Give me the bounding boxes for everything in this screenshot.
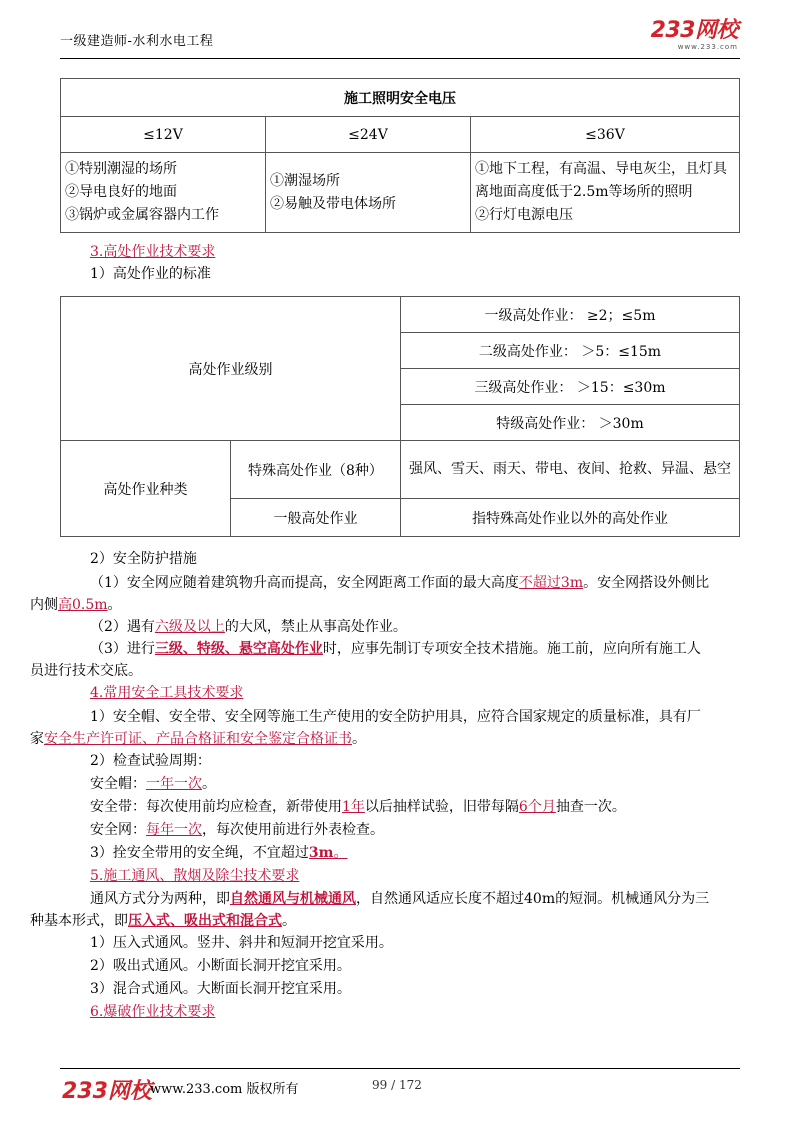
ventilation-item: 1）压入式通风。竖井、斜井和短洞开挖宜采用。	[90, 935, 393, 951]
highlight-belt-old: 6个月	[518, 799, 556, 815]
voltage-36v-item: ②行灯电源电压	[475, 207, 573, 223]
rope-line: 3）拴安全带用的安全绳，不宜超过3m。	[90, 845, 348, 861]
height-level-special: 特级高处作业： ＞30m	[400, 405, 739, 441]
general-height-label: 一般高处作业	[230, 499, 400, 537]
ventilation-item: 2）吸出式通风。小断面长洞开挖宜采用。	[90, 958, 351, 974]
highlight-outer-height: 高0.5m	[58, 597, 108, 613]
logo-url: www.233.com	[677, 43, 738, 51]
belt-line: 安全带：每次使用前均应检查，新带使用1年以后抽样试验，旧带每隔6个月抽查一次。	[90, 799, 626, 815]
voltage-24v-cell	[266, 153, 471, 233]
footer-copyright: www.233.com 版权所有	[150, 1082, 299, 1097]
general-height-desc: 指特殊高处作业以外的高处作业	[400, 499, 739, 537]
footer-divider	[60, 1068, 740, 1069]
voltage-36v-cell	[471, 153, 740, 233]
header-divider	[60, 58, 740, 59]
voltage-col-12v: ≤12V	[61, 117, 266, 153]
voltage-table-title: 施工照明安全电压	[61, 79, 740, 117]
voltage-24v-item: ②易触及带电体场所	[270, 195, 396, 212]
special-height-desc: 强风、雪天、雨天、带电、夜间、抢救、异温、悬空	[400, 441, 739, 499]
highlight-certificates: 安全生产许可证、产品合格证和安全鉴定合格证书	[44, 731, 352, 747]
highlight-wind-level: 六级及以上	[154, 619, 225, 635]
wind-paragraph: （2）遇有六级及以上的大风，禁止从事高处作业。	[90, 619, 407, 635]
section4-heading: 4.常用安全工具技术要求	[90, 685, 244, 701]
height-level-2: 二级高处作业： ＞5：≤15m	[400, 333, 739, 369]
header-title: 一级建造师-水利水电工程	[60, 34, 214, 49]
voltage-col-36v: ≤36V	[471, 117, 740, 153]
highlight-net-period: 每年一次	[146, 822, 202, 838]
highlight-helmet-period: 一年一次	[146, 776, 202, 792]
height-level-1: 一级高处作业： ≥2；≤5m	[400, 297, 739, 333]
safety-net-paragraph: （1）安全网应随着建筑物升高而提高，安全网距离工作面的最大高度不超过3m。安全网搭设外侧比 内侧高0.5m。	[30, 575, 710, 613]
voltage-col-24v: ≤24V	[266, 117, 471, 153]
height-type-label: 高处作业种类	[61, 441, 231, 537]
section3-heading: 3.高处作业技术要求	[90, 244, 216, 260]
highlight-mechanical-forms: 压入式、吸出式和混合式	[128, 913, 282, 929]
section3-sub1: 1）高处作业的标准	[90, 266, 211, 282]
highlight-special-work: 三级、特级、悬空高处作业	[154, 641, 323, 657]
logo-text: 233网校	[650, 18, 738, 43]
voltage-12v-item: ③锅炉或金属容器内工作	[65, 207, 219, 223]
inspection-period-label: 2）检查试验周期：	[90, 753, 211, 769]
highlight-max-height: 不超过3m	[518, 575, 584, 591]
highlight-belt-new: 1年	[342, 799, 365, 815]
special-height-label: 特殊高处作业（8种）	[230, 441, 400, 499]
header-logo[interactable]	[638, 20, 738, 54]
ventilation-paragraph: 通风方式分为两种，即自然通风与机械通风，自然通风适应长度不超过40m的短洞。机械通风分为三 种基本形式，即压入式、吸出式和混合式。	[30, 891, 710, 929]
equipment-standard-paragraph: 1）安全帽、安全带、安全网等施工生产使用的安全防护用具，应符合国家规定的质量标准，具有厂 家安全生产许可证、产品合格证和安全鉴定合格证书。	[30, 709, 701, 747]
section6-heading: 6.爆破作业技术要求	[90, 1004, 216, 1020]
net-line: 安全网：每年一次，每次使用前进行外表检查。	[90, 822, 384, 838]
section3-sub2: 2）安全防护措施	[90, 551, 197, 567]
special-work-paragraph: （3）进行三级、特级、悬空高处作业时，应事先制订专项安全技术措施。施工前，应向所有施工人 员进行技术交底。	[30, 641, 701, 679]
voltage-12v-item: ②导电良好的地面	[65, 184, 177, 200]
highlight-ventilation-types: 自然通风与机械通风	[230, 891, 356, 907]
footer-logo[interactable]: 233网校	[62, 1079, 152, 1104]
voltage-36v-item: ①地下工程，有高温、导电灰尘，且灯具离地面高度低于2.5m等场所的照明	[475, 161, 727, 200]
voltage-24v-item: ①潮湿场所	[270, 172, 340, 189]
height-level-label: 高处作业级别	[61, 297, 401, 441]
height-level-3: 三级高处作业： ＞15：≤30m	[400, 369, 739, 405]
voltage-12v-item: ①特别潮湿的场所	[65, 161, 177, 177]
section5-heading: 5.施工通风、散烟及除尘技术要求	[90, 868, 300, 884]
highlight-rope-length: 3m	[308, 845, 334, 861]
ventilation-item: 3）混合式通风。大断面长洞开挖宜采用。	[90, 981, 351, 997]
voltage-table	[60, 78, 740, 233]
height-work-table	[60, 296, 740, 537]
voltage-12v-cell	[61, 153, 266, 233]
helmet-line: 安全帽：一年一次。	[90, 776, 216, 792]
page-number: 99 / 172	[372, 1078, 422, 1092]
